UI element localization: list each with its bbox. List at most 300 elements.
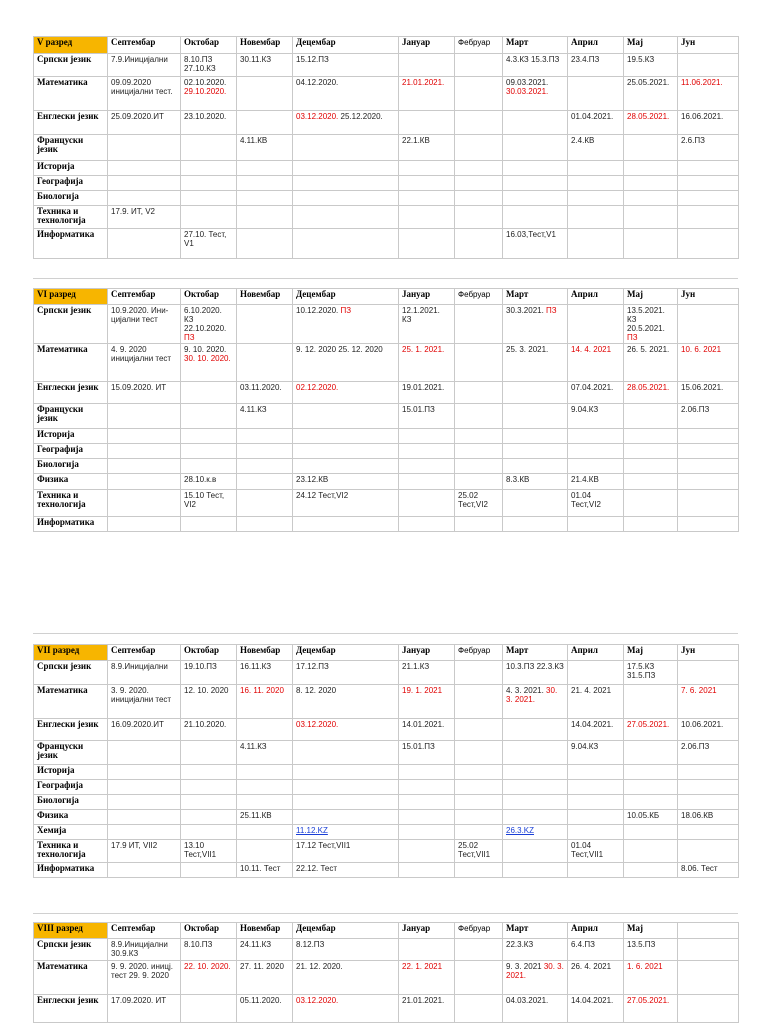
month-header: Март	[503, 289, 568, 305]
date-text: 15.01.ПЗ	[402, 742, 435, 751]
date-cell	[108, 939, 181, 961]
date-cell	[399, 191, 455, 206]
date-cell	[108, 995, 181, 1023]
date-cell	[568, 229, 624, 259]
month-header: Фебруар	[455, 37, 503, 54]
subject-label: Историја	[34, 161, 108, 176]
grade-label: VIII разред	[34, 923, 108, 939]
date-cell	[678, 77, 739, 111]
date-cell	[237, 459, 293, 474]
date-cell	[399, 795, 455, 810]
date-cell	[399, 404, 455, 429]
date-text: 19.5.КЗ	[627, 55, 655, 64]
date-cell	[568, 741, 624, 765]
date-cell	[399, 54, 455, 77]
table-row	[34, 863, 739, 878]
date-text: 9. 12. 2020 25. 12. 2020	[296, 345, 383, 354]
date-cell	[503, 517, 568, 532]
date-cell	[108, 459, 181, 474]
date-cell	[568, 780, 624, 795]
date-cell	[503, 810, 568, 825]
month-header: Март	[503, 923, 568, 939]
table-row	[34, 490, 739, 517]
date-cell	[678, 685, 739, 719]
date-cell	[503, 206, 568, 229]
date-cell	[455, 517, 503, 532]
date-cell	[455, 54, 503, 77]
grade-label: VII разред	[34, 645, 108, 661]
highlighted-date: 27.05.2021.	[627, 996, 670, 1005]
date-cell	[399, 111, 455, 135]
date-cell	[293, 961, 399, 995]
date-link[interactable]: 11.12.KZ	[296, 826, 328, 835]
date-cell	[399, 229, 455, 259]
date-text: 15.01.ПЗ	[402, 405, 435, 414]
date-cell	[503, 765, 568, 780]
date-cell	[181, 765, 237, 780]
date-text: 21. 12. 2020.	[296, 962, 343, 971]
date-cell	[503, 939, 568, 961]
date-cell	[108, 795, 181, 810]
date-cell	[568, 111, 624, 135]
date-cell	[678, 741, 739, 765]
highlighted-date: 03.12.2020.	[296, 112, 339, 121]
date-text: 25.05.2021.	[627, 78, 670, 87]
date-cell	[293, 344, 399, 382]
date-cell	[293, 474, 399, 490]
date-cell	[293, 863, 399, 878]
date-cell	[108, 429, 181, 444]
date-cell	[293, 741, 399, 765]
date-text: 8.06. Тест	[681, 864, 718, 873]
date-cell	[503, 305, 568, 344]
highlighted-date: 16. 11. 2020	[240, 686, 284, 695]
grade-6-table	[33, 288, 739, 532]
date-cell	[568, 961, 624, 995]
date-cell	[624, 780, 678, 795]
date-cell	[678, 229, 739, 259]
date-cell	[568, 765, 624, 780]
date-text: 14.04.2021.	[571, 720, 614, 729]
highlighted-date: 30. 3. 2021.	[506, 962, 564, 980]
date-cell	[624, 661, 678, 685]
date-cell	[181, 939, 237, 961]
date-cell	[293, 191, 399, 206]
date-text: 22.1.КВ	[402, 136, 430, 145]
date-cell	[108, 444, 181, 459]
date-cell	[237, 490, 293, 517]
date-cell	[108, 517, 181, 532]
subject-label: Техника и технологија	[34, 490, 108, 517]
date-text: 27.10. Тест, V1	[184, 230, 227, 248]
month-header: Октобар	[181, 645, 237, 661]
subject-label: Информатика	[34, 517, 108, 532]
date-cell	[237, 780, 293, 795]
date-cell	[181, 517, 237, 532]
date-cell	[108, 206, 181, 229]
date-cell	[455, 344, 503, 382]
subject-label: Информатика	[34, 229, 108, 259]
date-cell	[399, 161, 455, 176]
date-cell	[455, 474, 503, 490]
date-cell	[568, 444, 624, 459]
date-cell	[108, 54, 181, 77]
date-cell	[237, 795, 293, 810]
date-cell	[399, 444, 455, 459]
month-header: Фебруар	[455, 289, 503, 305]
month-header: Јануар	[399, 645, 455, 661]
date-cell	[399, 780, 455, 795]
date-text: 17.5.КЗ 31.5.ПЗ	[627, 662, 656, 680]
date-cell	[678, 795, 739, 810]
month-header: Новембар	[237, 289, 293, 305]
date-cell	[181, 382, 237, 404]
date-cell	[181, 404, 237, 429]
date-cell	[293, 161, 399, 176]
date-text: 21.10.2020.	[184, 720, 227, 729]
subject-label: Географија	[34, 444, 108, 459]
date-cell	[293, 206, 399, 229]
date-cell	[455, 685, 503, 719]
date-cell	[568, 995, 624, 1023]
date-cell	[678, 54, 739, 77]
date-cell	[624, 825, 678, 840]
date-cell	[181, 474, 237, 490]
date-text: 15.10 Тест, VI2	[184, 491, 225, 509]
date-cell	[293, 176, 399, 191]
table-row	[34, 810, 739, 825]
date-text: 17.9 ИТ, VII2	[111, 841, 158, 850]
date-cell	[624, 939, 678, 961]
date-text: 10.9.2020. Ини- цијални тест	[111, 306, 169, 324]
date-cell	[624, 490, 678, 517]
date-cell	[568, 459, 624, 474]
subject-label: Биологија	[34, 191, 108, 206]
date-cell	[455, 77, 503, 111]
date-text: 8.12.ПЗ	[296, 940, 325, 949]
date-text: 10.12.2020.	[296, 306, 339, 315]
date-text: 9.04.КЗ	[571, 405, 599, 414]
date-link[interactable]: 26.3.KZ	[506, 826, 535, 835]
date-cell	[624, 404, 678, 429]
date-cell	[503, 344, 568, 382]
table-row	[34, 229, 739, 259]
date-text: 25.02 Тест,VI2	[458, 491, 488, 509]
date-cell	[181, 191, 237, 206]
subject-label: Енглески језик	[34, 382, 108, 404]
date-cell	[181, 719, 237, 741]
date-cell	[108, 840, 181, 863]
date-cell	[293, 780, 399, 795]
gridline	[33, 633, 738, 634]
date-cell	[455, 840, 503, 863]
date-cell	[678, 765, 739, 780]
date-cell	[293, 429, 399, 444]
date-cell	[624, 961, 678, 995]
date-text: 02.10.2020.	[184, 78, 227, 87]
highlighted-date: ПЗ	[546, 306, 557, 315]
date-text: 9. 9. 2020. иницј. тест 29. 9. 2020	[111, 962, 173, 980]
date-cell	[678, 661, 739, 685]
month-header: Мај	[624, 37, 678, 54]
date-cell	[568, 840, 624, 863]
date-cell	[568, 161, 624, 176]
date-cell	[503, 54, 568, 77]
date-text: 18.06.КВ	[681, 811, 714, 820]
date-cell	[568, 490, 624, 517]
date-cell	[503, 995, 568, 1023]
date-text: 7.9.Иницијални	[111, 55, 168, 64]
date-cell	[181, 863, 237, 878]
gridline	[33, 913, 738, 914]
date-cell	[181, 780, 237, 795]
date-cell	[181, 685, 237, 719]
date-cell	[108, 344, 181, 382]
highlighted-date: 25. 1. 2021.	[402, 345, 445, 354]
date-cell	[503, 795, 568, 810]
subject-label: Енглески језик	[34, 719, 108, 741]
date-text: 03.11.2020.	[240, 383, 282, 392]
table-row	[34, 161, 739, 176]
table-row	[34, 939, 739, 961]
month-header: Децембар	[293, 645, 399, 661]
month-header: Јун	[678, 645, 739, 661]
date-cell	[181, 305, 237, 344]
table-row	[34, 474, 739, 490]
date-cell	[108, 382, 181, 404]
date-cell	[678, 429, 739, 444]
date-text: 6.4.ПЗ	[571, 940, 595, 949]
date-cell	[455, 176, 503, 191]
date-cell	[568, 795, 624, 810]
date-cell	[237, 685, 293, 719]
month-header: Април	[568, 923, 624, 939]
date-text: 21. 4. 2021	[571, 686, 612, 695]
date-text: 13.5.2021. КЗ 20.5.2021.	[627, 306, 665, 333]
table-row	[34, 719, 739, 741]
date-cell	[678, 444, 739, 459]
subject-label: Физика	[34, 474, 108, 490]
month-header: Јун	[678, 37, 739, 54]
table-row	[34, 661, 739, 685]
date-text: 2.6.ПЗ	[681, 136, 705, 145]
date-cell	[293, 810, 399, 825]
date-cell	[455, 305, 503, 344]
table-row	[34, 741, 739, 765]
date-cell	[293, 661, 399, 685]
date-cell	[108, 825, 181, 840]
date-cell	[181, 429, 237, 444]
month-header: Новембар	[237, 645, 293, 661]
date-cell	[237, 863, 293, 878]
date-cell	[237, 191, 293, 206]
date-cell	[237, 474, 293, 490]
date-cell	[399, 685, 455, 719]
table-row	[34, 77, 739, 111]
date-cell	[678, 939, 739, 961]
month-header: Јануар	[399, 289, 455, 305]
table-row	[34, 995, 739, 1023]
date-cell	[399, 429, 455, 444]
date-cell	[181, 344, 237, 382]
date-text: 25.09.2020.ИТ	[111, 112, 164, 121]
subject-label: Биологија	[34, 795, 108, 810]
date-cell	[678, 305, 739, 344]
date-cell	[568, 429, 624, 444]
date-cell	[293, 111, 399, 135]
date-cell	[503, 863, 568, 878]
date-cell	[108, 176, 181, 191]
date-cell	[624, 229, 678, 259]
date-cell	[568, 685, 624, 719]
date-cell	[181, 459, 237, 474]
date-text: 16.11.КЗ	[240, 662, 272, 671]
month-header: Април	[568, 645, 624, 661]
date-cell	[237, 719, 293, 741]
date-cell	[624, 474, 678, 490]
date-cell	[293, 840, 399, 863]
highlighted-date: 7. 6. 2021	[681, 686, 717, 695]
date-cell	[503, 825, 568, 840]
date-cell	[568, 825, 624, 840]
date-cell	[503, 961, 568, 995]
date-cell	[624, 719, 678, 741]
date-cell	[624, 459, 678, 474]
subject-label: Енглески језик	[34, 995, 108, 1023]
date-cell	[678, 176, 739, 191]
date-cell	[237, 404, 293, 429]
date-cell	[678, 961, 739, 995]
date-cell	[455, 961, 503, 995]
date-cell	[455, 661, 503, 685]
date-cell	[624, 995, 678, 1023]
date-cell	[399, 863, 455, 878]
table-row	[34, 176, 739, 191]
date-cell	[108, 474, 181, 490]
date-cell	[108, 404, 181, 429]
date-cell	[455, 939, 503, 961]
date-cell	[503, 474, 568, 490]
subject-label: Француски језик	[34, 741, 108, 765]
date-cell	[455, 161, 503, 176]
date-text: 21.01.2021.	[402, 996, 445, 1005]
highlighted-date: ПЗ	[627, 333, 638, 342]
month-header: Септембар	[108, 923, 181, 939]
subject-label: Историја	[34, 765, 108, 780]
month-header: Јануар	[399, 923, 455, 939]
date-cell	[399, 474, 455, 490]
month-header	[678, 923, 739, 939]
date-cell	[624, 135, 678, 161]
date-cell	[503, 404, 568, 429]
date-cell	[568, 191, 624, 206]
date-text: 9.04.КЗ	[571, 742, 599, 751]
date-cell	[624, 111, 678, 135]
date-cell	[108, 685, 181, 719]
subject-label: Српски језик	[34, 54, 108, 77]
date-cell	[181, 840, 237, 863]
date-cell	[455, 404, 503, 429]
date-cell	[237, 429, 293, 444]
date-cell	[293, 765, 399, 780]
date-cell	[455, 444, 503, 459]
highlighted-date: 03.12.2020.	[296, 996, 339, 1005]
date-cell	[678, 840, 739, 863]
date-cell	[624, 444, 678, 459]
date-text: 15.12.ПЗ	[296, 55, 329, 64]
date-cell	[624, 54, 678, 77]
date-cell	[568, 54, 624, 77]
table-row	[34, 429, 739, 444]
table-row	[34, 305, 739, 344]
date-cell	[399, 741, 455, 765]
date-cell	[108, 661, 181, 685]
date-text: 07.04.2021.	[571, 383, 614, 392]
date-cell	[678, 474, 739, 490]
date-cell	[678, 111, 739, 135]
date-text: 24.11.КЗ	[240, 940, 272, 949]
date-text: 16.09.2020.ИТ	[111, 720, 164, 729]
gridline	[33, 278, 738, 279]
highlighted-date: 03.12.2020.	[296, 720, 339, 729]
date-cell	[237, 517, 293, 532]
subject-label: Математика	[34, 961, 108, 995]
month-header: Фебруар	[455, 923, 503, 939]
date-cell	[624, 382, 678, 404]
date-cell	[399, 661, 455, 685]
date-cell	[568, 176, 624, 191]
date-cell	[181, 961, 237, 995]
date-text: 16.03,Тест,V1	[506, 230, 556, 239]
date-cell	[399, 382, 455, 404]
date-text: 17.09.2020. ИТ	[111, 996, 167, 1005]
date-cell	[108, 765, 181, 780]
month-header: Мај	[624, 289, 678, 305]
table-row	[34, 765, 739, 780]
grade-7-table	[33, 644, 739, 878]
grade-label: VI разред	[34, 289, 108, 305]
date-cell	[624, 344, 678, 382]
date-cell	[624, 795, 678, 810]
date-cell	[108, 810, 181, 825]
date-text: 2.06.ПЗ	[681, 405, 710, 414]
date-text: 15.09.2020. ИТ	[111, 383, 167, 392]
table-row	[34, 404, 739, 429]
date-text: 3. 9. 2020. иницијални тест	[111, 686, 172, 704]
date-cell	[503, 741, 568, 765]
date-cell	[237, 939, 293, 961]
highlighted-date: 30. 3. 2021.	[506, 686, 558, 704]
date-cell	[108, 719, 181, 741]
table-row	[34, 517, 739, 532]
date-cell	[455, 810, 503, 825]
date-cell	[503, 229, 568, 259]
date-cell	[108, 77, 181, 111]
table-row	[34, 444, 739, 459]
subject-label: Информатика	[34, 863, 108, 878]
date-cell	[624, 191, 678, 206]
date-cell	[237, 995, 293, 1023]
date-cell	[108, 741, 181, 765]
date-cell	[399, 825, 455, 840]
highlighted-date: ПЗ	[184, 333, 195, 342]
date-text: 16.06.2021.	[681, 112, 724, 121]
date-cell	[237, 765, 293, 780]
subject-label: Српски језик	[34, 661, 108, 685]
date-cell	[568, 206, 624, 229]
date-cell	[237, 444, 293, 459]
date-cell	[293, 135, 399, 161]
